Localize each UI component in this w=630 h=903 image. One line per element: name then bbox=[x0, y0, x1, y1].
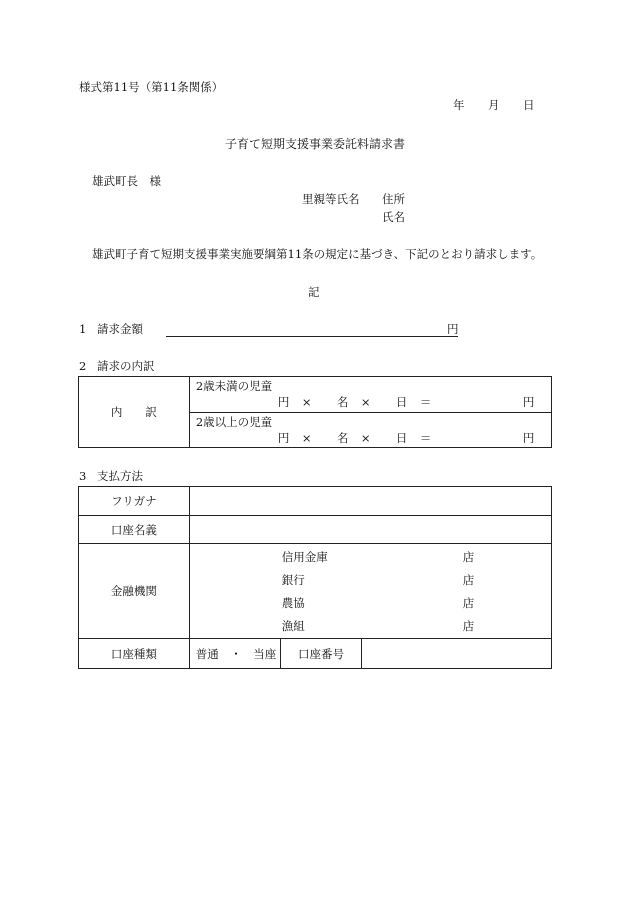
times-sign: × bbox=[360, 395, 371, 409]
account-number-label: 口座番号 bbox=[298, 646, 345, 661]
account-number-label-cell bbox=[280, 639, 362, 669]
category-over2: 2歳以上の児童 bbox=[195, 415, 273, 429]
unit-yen: 円 bbox=[277, 431, 290, 445]
unit-days: 日 bbox=[395, 395, 408, 409]
times-sign: × bbox=[301, 431, 312, 445]
branch-suffix: 店 bbox=[462, 573, 475, 587]
bank-type-ginko: 銀行 bbox=[281, 573, 305, 587]
furigana-label: フリガナ bbox=[111, 494, 157, 508]
account-type-label-cell bbox=[79, 639, 190, 669]
account-type-label: 口座種類 bbox=[110, 646, 157, 661]
account-name-label-cell bbox=[79, 516, 190, 544]
date-month-label: 月 bbox=[488, 98, 500, 112]
furigana-label-cell bbox=[79, 487, 190, 516]
ki-heading: 記 bbox=[308, 285, 320, 299]
section2-label: 請求の内訳 bbox=[97, 359, 155, 373]
unit-persons: 名 bbox=[336, 431, 349, 445]
account-number-field[interactable] bbox=[362, 639, 552, 669]
unit-yen: 円 bbox=[277, 395, 290, 409]
account-name-field[interactable] bbox=[189, 516, 551, 544]
equals-sign: ＝ bbox=[419, 431, 432, 445]
breakdown-header: 内 訳 bbox=[110, 405, 157, 419]
bank-label: 金融機関 bbox=[110, 584, 157, 598]
account-name-label: 口座名義 bbox=[110, 522, 157, 537]
breakdown-table bbox=[78, 376, 552, 448]
section3-label: 支払方法 bbox=[97, 469, 143, 483]
bank-type-gyokumi: 漁組 bbox=[281, 619, 305, 633]
payment-table bbox=[78, 486, 552, 669]
breakdown-header-cell bbox=[79, 377, 190, 448]
section2-number: 2 bbox=[79, 359, 87, 373]
claim-amount-underline bbox=[166, 336, 458, 337]
equals-sign: ＝ bbox=[419, 395, 432, 409]
addressee: 雄武町長 様 bbox=[92, 174, 161, 188]
applicant-address-label: 住所 bbox=[382, 192, 405, 206]
branch-suffix: 店 bbox=[462, 550, 475, 564]
section1-label: 請求金額 bbox=[97, 322, 143, 336]
unit-persons: 名 bbox=[336, 395, 349, 409]
form-number: 様式第11号（第11条関係） bbox=[79, 80, 224, 94]
branch-suffix: 店 bbox=[462, 596, 475, 610]
unit-days: 日 bbox=[395, 431, 408, 445]
applicant-name-label: 氏名 bbox=[382, 210, 405, 224]
branch-suffix: 店 bbox=[462, 619, 475, 633]
bank-type-nokyo: 農協 bbox=[281, 596, 305, 610]
account-type-options: 普通 ・ 当座 bbox=[195, 646, 277, 661]
unit-yen-total: 円 bbox=[522, 395, 535, 409]
claim-amount-unit: 円 bbox=[447, 322, 459, 336]
bank-label-cell bbox=[79, 544, 190, 639]
section3-number: 3 bbox=[79, 469, 87, 483]
date-day-label: 日 bbox=[523, 98, 535, 112]
category-under2: 2歳未満の児童 bbox=[195, 379, 273, 393]
claim-amount-value[interactable] bbox=[170, 322, 440, 334]
account-type-field[interactable] bbox=[189, 639, 280, 669]
unit-yen-total: 円 bbox=[522, 431, 535, 445]
request-statement: 雄武町子育て短期支援事業実施要綱第11条の規定に基づき、下記のとおり請求します。 bbox=[92, 247, 543, 261]
document-title: 子育て短期支援事業委託料請求書 bbox=[225, 137, 406, 151]
date-year-label: 年 bbox=[453, 98, 465, 112]
times-sign: × bbox=[301, 395, 312, 409]
bank-field[interactable] bbox=[189, 544, 551, 639]
breakdown-row-under2 bbox=[190, 377, 551, 413]
furigana-field[interactable] bbox=[189, 487, 551, 516]
breakdown-row-over2 bbox=[190, 413, 551, 447]
breakdown-rows bbox=[189, 377, 551, 448]
section1-number: 1 bbox=[79, 322, 87, 336]
bank-type-shinkin: 信用金庫 bbox=[281, 550, 328, 564]
times-sign: × bbox=[360, 431, 371, 445]
applicant-label: 里親等氏名 bbox=[302, 192, 360, 206]
